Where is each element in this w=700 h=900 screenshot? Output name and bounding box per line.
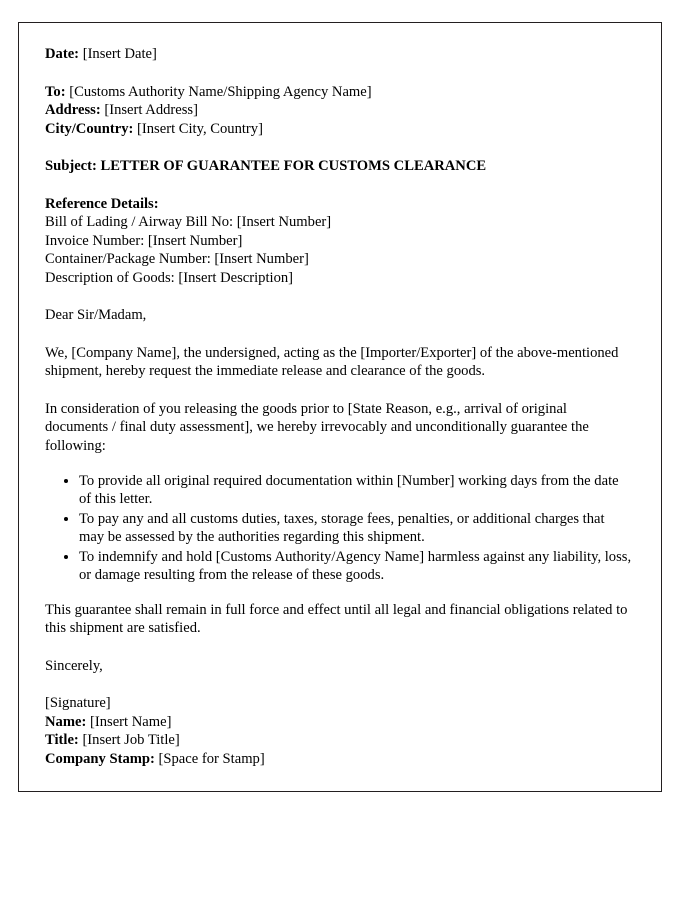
salutation: Dear Sir/Madam, [45,307,147,324]
paragraph-1: We, [Company Name], the undersigned, acting as the [Importer/Exporter] of the above-mentioned shipment, hereby request the immediate release and clearance of the goods. [45,344,619,380]
spacer [45,287,633,306]
spacer [45,325,633,344]
reference-line-1: Bill of Lading / Airway Bill No: [Insert Number] [45,214,332,231]
to-label: To: [45,83,66,100]
paragraph-3: This guarantee shall remain in full force and effect until all legal and financial obligations related to this shipment are satisfied. [45,601,628,637]
commitments-list [45,472,633,585]
subject-line [45,157,633,176]
date-line [45,45,633,64]
reference-line-3: Container/Package Number: [Insert Number] [45,251,309,268]
title-label: Title: [45,732,79,749]
signature-placeholder: [Signature] [45,695,111,712]
paragraph-2: In consideration of you releasing the goods prior to [State Reason, e.g., arrival of original documents / final duty assessment], we hereby irrevocably and unconditionally guarantee the following: [45,400,589,454]
city-country-label: City/Country: [45,120,134,137]
spacer [45,64,633,83]
address-label: Address: [45,102,101,119]
subject-label: Subject: [45,158,97,175]
reference-line-4: Description of Goods: [Insert Description] [45,269,294,286]
date-value: [Insert Date] [82,46,157,62]
list-item: • To indemnify and hold [Customs Authority/Agency Name] harmless against any liability, loss, or damage resulting from the release of these goods. [79,548,633,585]
letter-content [45,45,633,768]
company-stamp-label: Company Stamp: [45,750,155,767]
subject-value: LETTER OF GUARANTEE FOR CUSTOMS CLEARANCE [100,158,487,175]
date-label: Date: [45,46,80,62]
list-item: • To pay any and all customs duties, taxes, storage fees, penalties, or additional charges that may be assessed by the authorities regarding this shipment. [79,510,633,547]
spacer [45,381,633,400]
name-value: [Insert Name] [90,713,172,730]
reference-heading [45,195,633,214]
spacer [45,138,633,157]
company-stamp-value: [Space for Stamp] [158,750,265,767]
name-label: Name: [45,713,87,730]
spacer [45,176,633,195]
spacer [45,638,633,657]
spacer [45,675,633,694]
recipient-to-line [45,83,633,102]
reference-heading-text: Reference Details: [45,195,159,212]
reference-line-2: Invoice Number: [Insert Number] [45,232,243,249]
spacer [45,456,633,472]
spacer [45,585,633,601]
closing: Sincerely, [45,657,103,674]
address-value: [Insert Address] [104,102,198,119]
signature-stamp-line [45,750,633,769]
list-item: • To provide all original required documentation within [Number] working days from the date of this letter. [79,472,633,509]
title-value: [Insert Job Title] [82,732,180,749]
signature-title-line [45,731,633,750]
signature-name-line [45,713,633,732]
recipient-city-line [45,120,633,139]
city-country-value: [Insert City, Country] [137,120,263,137]
to-value: [Customs Authority Name/Shipping Agency Name] [69,83,372,100]
recipient-address-line [45,101,633,120]
